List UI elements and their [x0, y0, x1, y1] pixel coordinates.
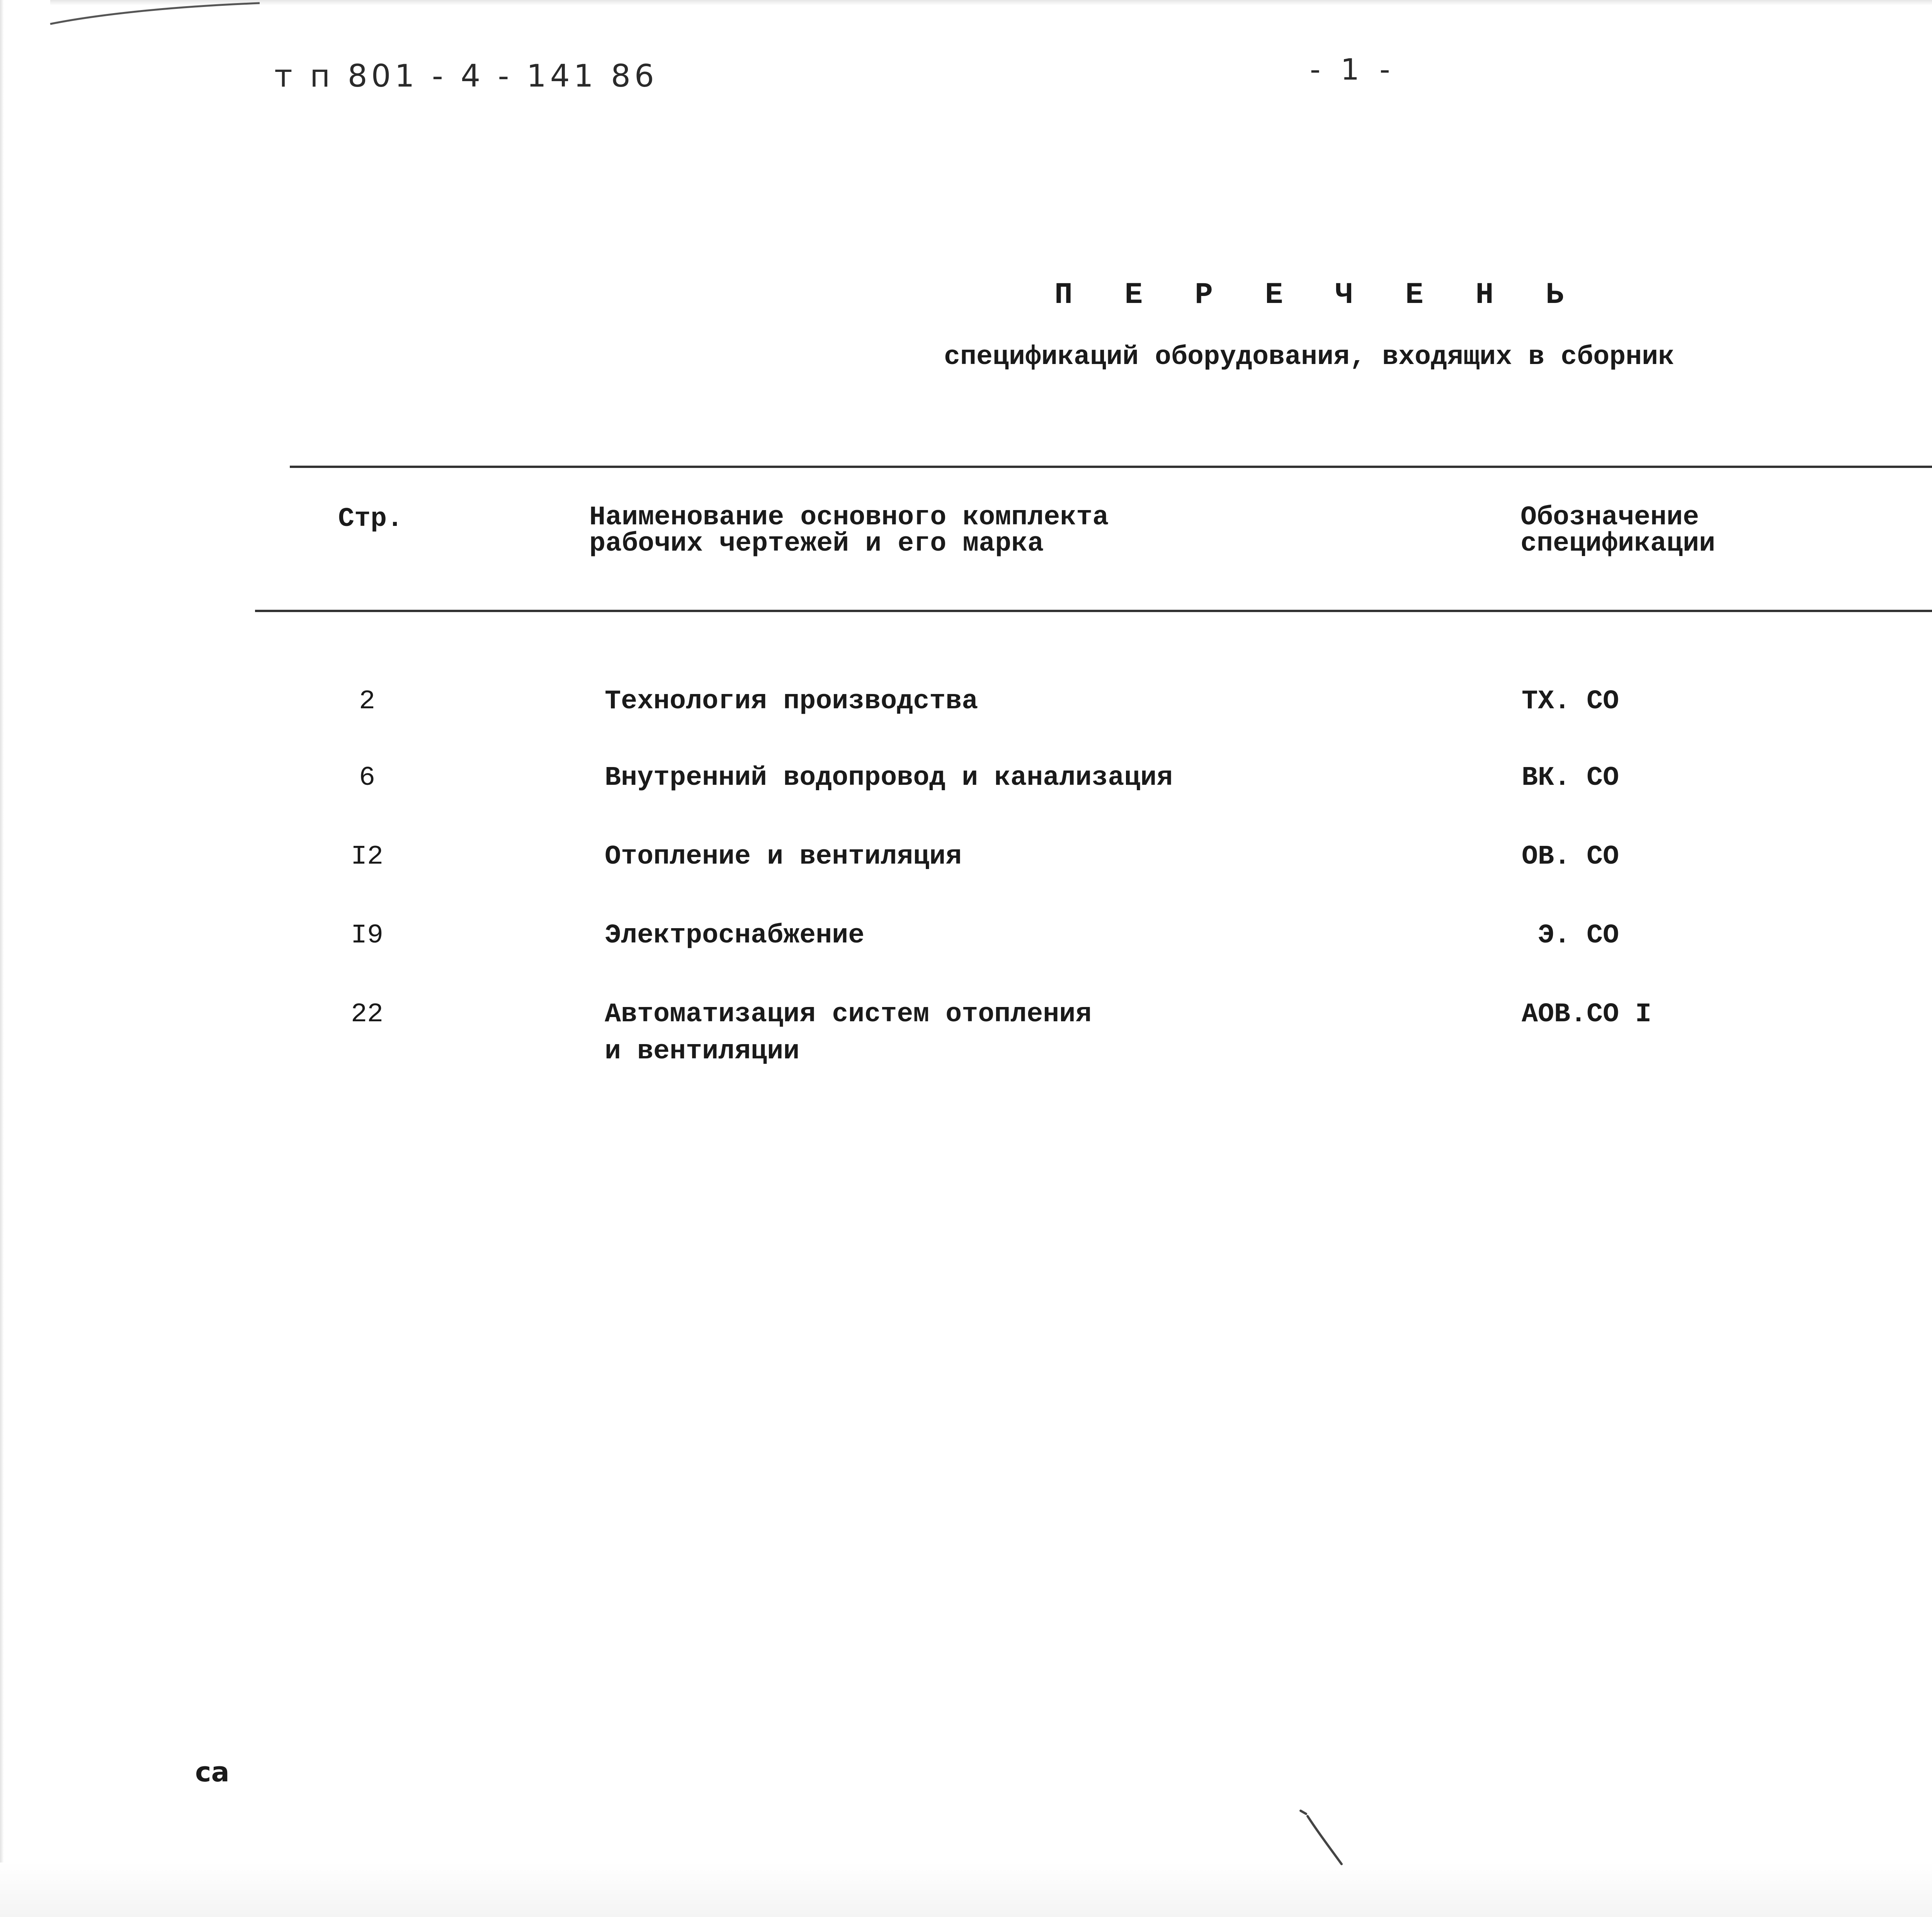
table-header-rule — [255, 610, 1932, 612]
document-subtitle: спецификаций оборудования, входящих в сборник — [944, 342, 1675, 373]
table-row — [0, 996, 1932, 1073]
row-page: 22 — [350, 999, 383, 1030]
row-page: I9 — [350, 920, 383, 951]
row-page: 2 — [359, 686, 375, 717]
row-name: Технология производства — [605, 686, 978, 717]
column-header-page: Стр. — [338, 504, 403, 534]
row-code: ТХ. СО — [1522, 686, 1619, 717]
row-code: АОВ.СО I — [1522, 999, 1652, 1030]
row-page: 6 — [359, 763, 375, 793]
row-code: ВК. СО — [1522, 763, 1619, 793]
table-top-rule — [290, 466, 1932, 468]
scan-pen-stroke — [1298, 1808, 1345, 1866]
scan-edge-bottom — [0, 1863, 1932, 1917]
project-code: т п 801 - 4 - 141 86 — [274, 58, 658, 94]
row-name: Внутренний водопровод и канализация — [605, 763, 1173, 793]
scan-corner-stroke — [46, 0, 263, 27]
scan-edge-top — [50, 0, 1932, 5]
document-title: П Е Р Е Ч Е Н Ь — [1054, 278, 1581, 312]
column-header-code: Обозначение спецификации — [1520, 502, 1716, 559]
row-code: Э. СО — [1522, 920, 1619, 951]
page-number: - 1 - — [1310, 52, 1396, 87]
row-name: Отопление и вентиляция — [605, 842, 962, 872]
row-code: ОВ. СО — [1522, 842, 1619, 872]
footer-mark: ca — [195, 1756, 230, 1788]
table-row — [0, 683, 1932, 760]
row-page: I2 — [350, 842, 383, 872]
row-name: Электроснабжение — [605, 920, 865, 951]
row-name: Автоматизация систем отопления и вентиляции — [605, 999, 1092, 1067]
table-row — [0, 760, 1932, 837]
column-header-name: Наименование основного комплекта рабочих чертежей и его марка — [589, 502, 1109, 559]
table-row — [0, 839, 1932, 916]
table-row — [0, 917, 1932, 995]
